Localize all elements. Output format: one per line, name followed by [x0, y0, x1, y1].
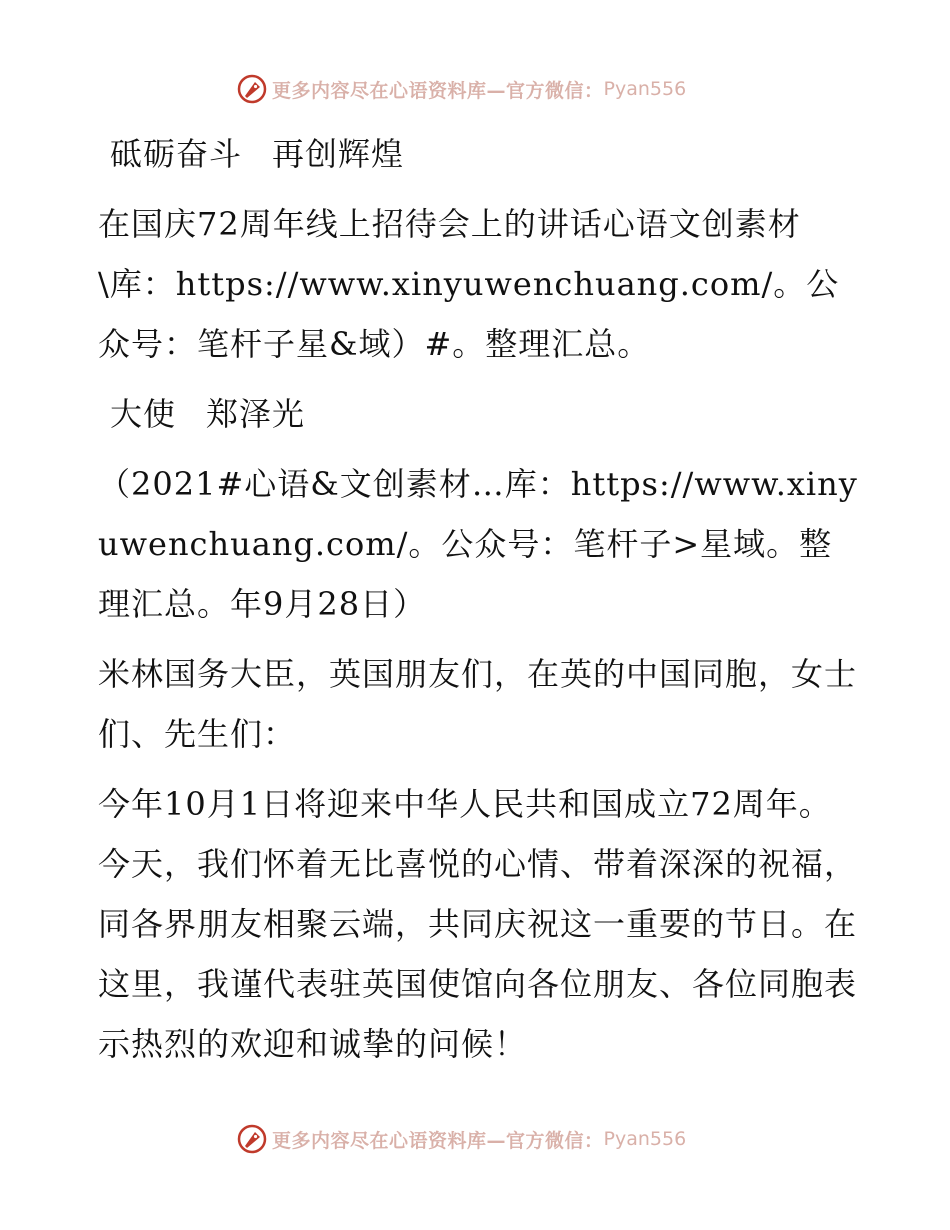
author-line: [98, 384, 858, 444]
watermark-handle: Pyan556: [603, 1128, 687, 1150]
title-part-2: 再创辉煌: [272, 135, 405, 173]
salutation: 米林国务大臣，英国朋友们，在英的中国同胞，女士们、先生们：: [98, 655, 858, 753]
author-title: 大使: [110, 395, 177, 433]
pen-nib-logo-icon: [236, 73, 268, 105]
header-watermark: [236, 72, 686, 106]
watermark-text: 更多内容尽在心语资料库—官方微信：: [272, 1129, 604, 1152]
watermark-text: 更多内容尽在心语资料库—官方微信：: [272, 79, 604, 102]
document-subtitle: 在国庆72周年线上招待会上的讲话心语文创素材\库：https://www.xinyuwenchuang.com/。公众号：笔杆子星&域）#。整理汇总。: [98, 205, 840, 363]
watermark-handle: Pyan556: [603, 78, 687, 100]
pen-nib-logo-icon: [236, 1123, 268, 1155]
title-part-1: 砥砺奋斗: [110, 135, 243, 173]
footer-watermark: [236, 1122, 686, 1156]
author-name: 郑泽光: [206, 395, 306, 433]
document-body: [98, 124, 858, 1084]
document-title: [98, 124, 858, 184]
body-paragraph: 今年10月1日将迎来中华人民共和国成立72周年。今天，我们怀着无比喜悦的心情、带着深深的祝福，同各界朋友相聚云端，共同庆祝这一重要的节日。在这里，我谨代表驻英国使馆向各位朋友、各位同胞表示热烈的欢迎和诚挚的问候！: [98, 785, 858, 1063]
date-line: （2021#心语&文创素材…库：https://www.xinyuwenchuang.com/。公众号：笔杆子>星域。整理汇总。年9月28日）: [98, 465, 858, 623]
